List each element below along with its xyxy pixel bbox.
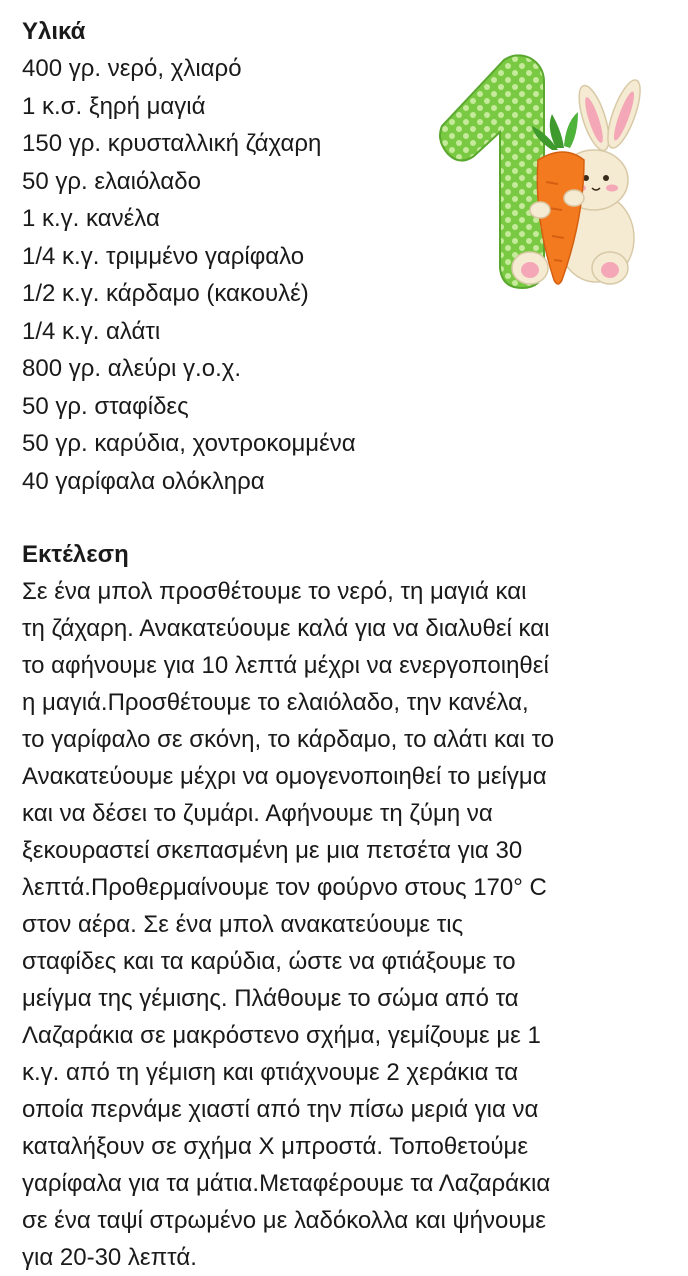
method-line: ξεκουραστεί σκεπασμένη με μια πετσέτα για 30	[22, 837, 523, 864]
ingredient-item: 150 γρ. κρυσταλλική ζάχαρη	[22, 130, 322, 157]
section-spacer	[22, 500, 672, 537]
method-title: Εκτέλεση	[22, 541, 129, 568]
method-text	[22, 573, 672, 1276]
ingredients-title: Υλικά	[22, 18, 86, 45]
ingredient-item: 40 γαρίφαλα ολόκληρα	[22, 467, 265, 495]
bunny-with-carrot-number-one-icon	[434, 48, 649, 298]
method-line: λεπτά.Προθερμαίνουμε τον φούρνο στους 170° C	[22, 874, 547, 901]
method-line: σε ένα ταψί στρωμένο με λαδόκολλα και ψήνουμε	[22, 1207, 547, 1234]
method-line: το γαρίφαλο σε σκόνη, το κάρδαμο, το αλάτι και το	[22, 726, 555, 753]
method-line: στον αέρα. Σε ένα μπολ ανακατεύουμε τις	[22, 911, 464, 938]
ingredient-item: 800 γρ. αλεύρι γ.ο.χ.	[22, 355, 241, 382]
method-line: Ανακατεύουμε μέχρι να ομογενοποιηθεί το μείγμα	[22, 763, 547, 790]
ingredient-item: 1/4 κ.γ. τριμμένο γαρίφαλο	[22, 242, 305, 270]
method-line: γαρίφαλα για τα μάτια.Μεταφέρουμε τα Λαζαράκια	[22, 1170, 551, 1197]
ingredient-item: 50 γρ. ελαιόλαδο	[22, 167, 202, 195]
method-line: μείγμα της γέμισης. Πλάθουμε το σώμα από τα	[22, 985, 519, 1012]
method-line: τη ζάχαρη. Ανακατεύουμε καλά για να διαλυθεί και	[22, 615, 550, 642]
method-line: οποία περνάμε χιαστί από την πίσω μεριά για να	[22, 1096, 539, 1123]
method-line: για 20-30 λεπτά.	[22, 1244, 197, 1271]
method-line: και να δέσει το ζυμάρι. Αφήνουμε τη ζύμη να	[22, 800, 493, 827]
ingredient-item: 1 κ.γ. κανέλα	[22, 205, 160, 232]
method-line: Σε ένα μπολ προσθέτουμε το νερό, τη μαγιά και	[22, 578, 527, 605]
ingredient-item: 50 γρ. σταφίδες	[22, 392, 189, 420]
ingredient-item: 50 γρ. καρύδια, χοντροκομμένα	[22, 430, 356, 457]
method-line: η μαγιά.Προσθέτουμε το ελαιόλαδο, την κανέλα,	[22, 689, 529, 716]
ingredient-item: 1 κ.σ. ξηρή μαγιά	[22, 92, 206, 120]
method-line: Λαζαράκια σε μακρόστενο σχήμα, γεμίζουμε με 1	[22, 1022, 541, 1049]
ingredient-item: 1/4 κ.γ. αλάτι	[22, 317, 161, 345]
ingredient-item: 1/2 κ.γ. κάρδαμο (κακουλέ)	[22, 280, 309, 307]
method-line: σταφίδες και τα καρύδια, ώστε να φτιάξουμε το	[22, 948, 516, 975]
ingredient-item: 400 γρ. νερό, χλιαρό	[22, 55, 242, 82]
method-line: καταλήξουν σε σχήμα Χ μπροστά. Τοποθετούμε	[22, 1133, 529, 1160]
method-line: κ.γ. από τη γέμιση και φτιάχνουμε 2 χεράκια τα	[22, 1059, 519, 1086]
method-line: το αφήνουμε για 10 λεπτά μέχρι να ενεργοποιηθεί	[22, 652, 549, 679]
